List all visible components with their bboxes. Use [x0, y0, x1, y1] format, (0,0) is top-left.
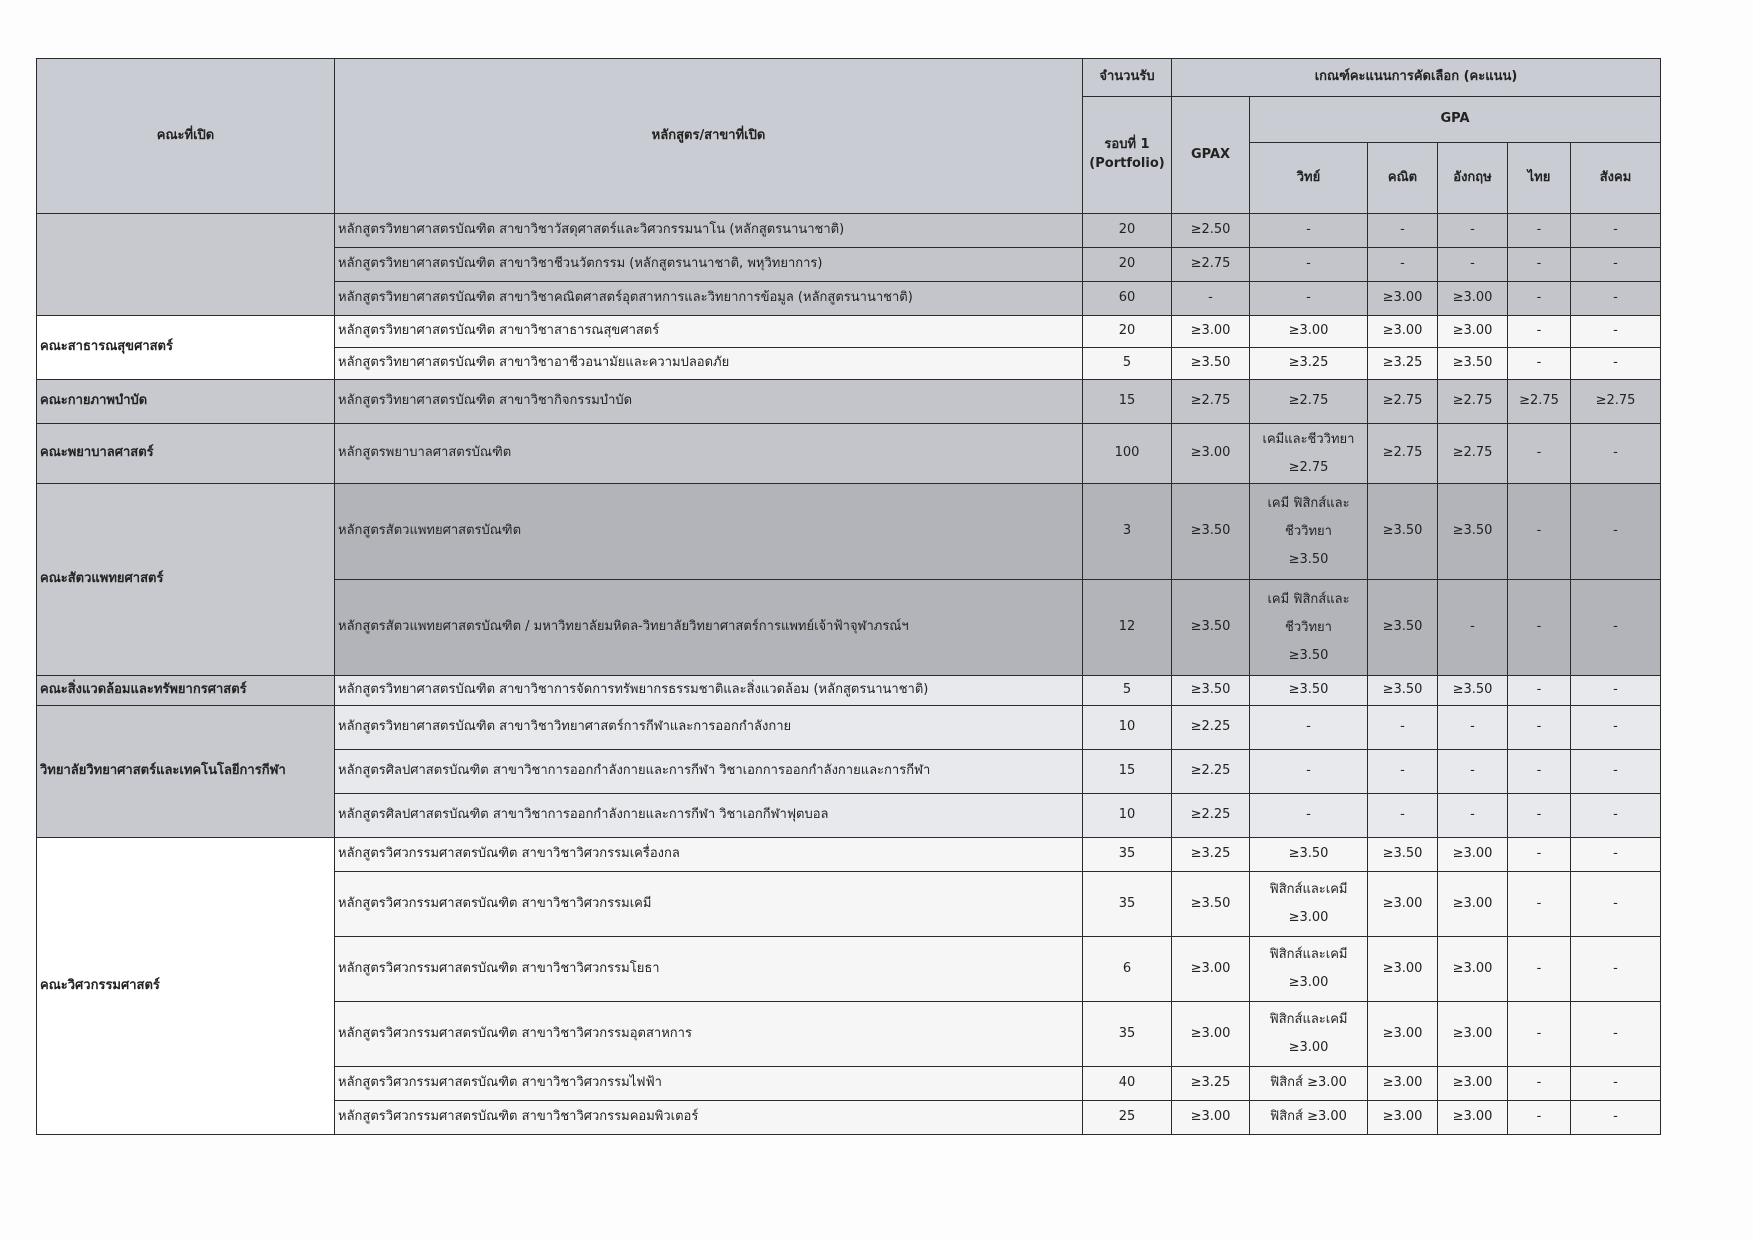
- seats-cell: 25: [1083, 1101, 1172, 1135]
- program-cell: หลักสูตรวิทยาศาสตรบัณฑิต สาขาวิชาสาธารณสุขศาสตร์: [335, 316, 1083, 348]
- sci-cell: -: [1250, 248, 1368, 282]
- eng-cell: ≥3.50: [1438, 348, 1508, 380]
- program-cell: หลักสูตรวิศวกรรมศาสตรบัณฑิต สาขาวิชาวิศวกรรมเครื่องกล: [335, 838, 1083, 872]
- sci-cell: -: [1250, 282, 1368, 316]
- thai-cell: -: [1508, 484, 1571, 580]
- sci-cell: ≥3.25: [1250, 348, 1368, 380]
- gpax-cell: ≥3.00: [1172, 1101, 1250, 1135]
- social-cell: -: [1571, 937, 1661, 1002]
- social-cell: -: [1571, 282, 1661, 316]
- table-row: [37, 838, 1661, 872]
- faculty-cell: คณะสิ่งแวดล้อมและทรัพยากรศาสตร์: [37, 676, 335, 706]
- sci-cell: [1250, 872, 1368, 937]
- sci-cell: -: [1250, 706, 1368, 750]
- program-cell: หลักสูตรวิทยาศาสตรบัณฑิต สาขาวิชากิจกรรมบำบัด: [335, 380, 1083, 424]
- table-row: [37, 380, 1661, 424]
- gpax-cell: ≥3.50: [1172, 676, 1250, 706]
- eng-cell: ≥2.75: [1438, 424, 1508, 484]
- seats-cell: 5: [1083, 676, 1172, 706]
- seats-cell: 15: [1083, 380, 1172, 424]
- sci-line: เคมี ฟิสิกส์และ: [1267, 591, 1350, 607]
- social-cell: -: [1571, 1101, 1661, 1135]
- thai-cell: -: [1508, 214, 1571, 248]
- eng-cell: ≥3.00: [1438, 838, 1508, 872]
- social-cell: -: [1571, 872, 1661, 937]
- program-cell: หลักสูตรวิศวกรรมศาสตรบัณฑิต สาขาวิชาวิศวกรรมคอมพิวเตอร์: [335, 1101, 1083, 1135]
- sci-cell: -: [1250, 214, 1368, 248]
- header-subject-math: คณิต: [1368, 143, 1438, 214]
- program-cell: หลักสูตรสัตวแพทยศาสตรบัณฑิต / มหาวิทยาลัยมหิดล-วิทยาลัยวิทยาศาสตร์การแพทย์เจ้าฟ้าจุฬาภรณ์ฯ: [335, 580, 1083, 676]
- thai-cell: -: [1508, 1067, 1571, 1101]
- seats-cell: 15: [1083, 750, 1172, 794]
- sci-line: ≥3.00: [1288, 975, 1329, 990]
- header-subject-sci: วิทย์: [1250, 143, 1368, 214]
- math-cell: ≥3.00: [1368, 1067, 1438, 1101]
- gpax-cell: ≥3.50: [1172, 580, 1250, 676]
- eng-cell: -: [1438, 750, 1508, 794]
- math-cell: ≥3.00: [1368, 872, 1438, 937]
- social-cell: -: [1571, 1067, 1661, 1101]
- seats-cell: 20: [1083, 248, 1172, 282]
- thai-cell: -: [1508, 580, 1571, 676]
- seats-cell: 20: [1083, 316, 1172, 348]
- eng-cell: -: [1438, 794, 1508, 838]
- sci-cell: [1250, 580, 1368, 676]
- eng-cell: ≥3.00: [1438, 1002, 1508, 1067]
- sci-line: ชีววิทยา: [1285, 523, 1332, 539]
- seats-cell: 10: [1083, 706, 1172, 750]
- math-cell: -: [1368, 750, 1438, 794]
- thai-cell: -: [1508, 248, 1571, 282]
- sci-cell: ≥3.00: [1250, 316, 1368, 348]
- thai-cell: -: [1508, 750, 1571, 794]
- document-page: [36, 58, 1660, 1135]
- program-cell: หลักสูตรวิทยาศาสตรบัณฑิต สาขาวิชาคณิตศาสตร์อุตสาหการและวิทยาการข้อมูล (หลักสูตรนานาชาติ): [335, 282, 1083, 316]
- gpax-cell: ≥2.25: [1172, 750, 1250, 794]
- social-cell: -: [1571, 248, 1661, 282]
- math-cell: -: [1368, 706, 1438, 750]
- gpax-cell: ≥3.50: [1172, 348, 1250, 380]
- sci-cell: -: [1250, 750, 1368, 794]
- sci-cell: -: [1250, 794, 1368, 838]
- program-cell: หลักสูตรวิศวกรรมศาสตรบัณฑิต สาขาวิชาวิศวกรรมอุตสาหการ: [335, 1002, 1083, 1067]
- social-cell: -: [1571, 348, 1661, 380]
- faculty-cell: [37, 214, 335, 316]
- thai-cell: -: [1508, 937, 1571, 1002]
- seats-cell: 35: [1083, 1002, 1172, 1067]
- table-row: [37, 484, 1661, 580]
- seats-cell: 60: [1083, 282, 1172, 316]
- program-cell: หลักสูตรพยาบาลศาสตรบัณฑิต: [335, 424, 1083, 484]
- program-cell: หลักสูตรวิทยาศาสตรบัณฑิต สาขาวิชาชีวนวัตกรรม (หลักสูตรนานาชาติ, พหุวิทยาการ): [335, 248, 1083, 282]
- math-cell: ≥3.50: [1368, 580, 1438, 676]
- eng-cell: ≥3.00: [1438, 1101, 1508, 1135]
- social-cell: -: [1571, 316, 1661, 348]
- eng-cell: ≥3.00: [1438, 282, 1508, 316]
- program-cell: หลักสูตรวิศวกรรมศาสตรบัณฑิต สาขาวิชาวิศวกรรมโยธา: [335, 937, 1083, 1002]
- sci-line: ฟิสิกส์และเคมี: [1269, 882, 1348, 897]
- sci-cell: [1250, 484, 1368, 580]
- sci-line: ฟิสิกส์และเคมี: [1269, 947, 1348, 962]
- program-cell: หลักสูตรสัตวแพทยศาสตรบัณฑิต: [335, 484, 1083, 580]
- math-cell: ≥3.25: [1368, 348, 1438, 380]
- seats-cell: 10: [1083, 794, 1172, 838]
- program-cell: หลักสูตรศิลปศาสตรบัณฑิต สาขาวิชาการออกกำลังกายและการกีฬา วิชาเอกกีฬาฟุตบอล: [335, 794, 1083, 838]
- sci-line: ชีววิทยา: [1285, 619, 1332, 635]
- table-row: [37, 706, 1661, 750]
- thai-cell: -: [1508, 676, 1571, 706]
- table-body: [37, 214, 1661, 1135]
- social-cell: -: [1571, 706, 1661, 750]
- eng-cell: ≥3.50: [1438, 676, 1508, 706]
- math-cell: ≥2.75: [1368, 380, 1438, 424]
- sci-line: เคมีและชีววิทยา: [1262, 431, 1355, 447]
- faculty-cell: คณะสัตวแพทยศาสตร์: [37, 484, 335, 676]
- eng-cell: -: [1438, 706, 1508, 750]
- thai-cell: -: [1508, 348, 1571, 380]
- sci-line: ≥2.75: [1288, 459, 1329, 475]
- header-subject-thai: ไทย: [1508, 143, 1571, 214]
- eng-cell: -: [1438, 248, 1508, 282]
- thai-cell: -: [1508, 838, 1571, 872]
- header-subject-social: สังคม: [1571, 143, 1661, 214]
- faculty-cell: คณะสาธารณสุขศาสตร์: [37, 316, 335, 380]
- program-cell: หลักสูตรวิศวกรรมศาสตรบัณฑิต สาขาวิชาวิศวกรรมไฟฟ้า: [335, 1067, 1083, 1101]
- math-cell: ≥2.75: [1368, 424, 1438, 484]
- math-cell: ≥3.50: [1368, 838, 1438, 872]
- gpax-cell: ≥2.75: [1172, 380, 1250, 424]
- thai-cell: -: [1508, 424, 1571, 484]
- seats-cell: 3: [1083, 484, 1172, 580]
- math-cell: ≥3.00: [1368, 316, 1438, 348]
- thai-cell: ≥2.75: [1508, 380, 1571, 424]
- eng-cell: ≥3.00: [1438, 872, 1508, 937]
- eng-cell: ≥3.00: [1438, 937, 1508, 1002]
- social-cell: -: [1571, 838, 1661, 872]
- thai-cell: -: [1508, 282, 1571, 316]
- table-row: [37, 676, 1661, 706]
- gpax-cell: ≥3.00: [1172, 316, 1250, 348]
- gpax-cell: ≥2.25: [1172, 794, 1250, 838]
- gpax-cell: ≥3.00: [1172, 937, 1250, 1002]
- faculty-cell: คณะพยาบาลศาสตร์: [37, 424, 335, 484]
- math-cell: ≥3.00: [1368, 1101, 1438, 1135]
- program-cell: หลักสูตรวิศวกรรมศาสตรบัณฑิต สาขาวิชาวิศวกรรมเคมี: [335, 872, 1083, 937]
- admission-criteria-table: [36, 58, 1661, 1135]
- faculty-cell: คณะกายภาพบำบัด: [37, 380, 335, 424]
- header-gpa: GPA: [1250, 97, 1661, 143]
- faculty-cell: วิทยาลัยวิทยาศาสตร์และเทคโนโลยีการกีฬา: [37, 706, 335, 838]
- seats-cell: 5: [1083, 348, 1172, 380]
- eng-cell: ≥3.00: [1438, 316, 1508, 348]
- header-round-sub: (Portfolio): [1089, 156, 1165, 171]
- gpax-cell: ≥2.50: [1172, 214, 1250, 248]
- eng-cell: ≥3.50: [1438, 484, 1508, 580]
- sci-line: เคมี ฟิสิกส์และ: [1267, 495, 1350, 511]
- seats-cell: 100: [1083, 424, 1172, 484]
- gpax-cell: ≥2.25: [1172, 706, 1250, 750]
- thai-cell: -: [1508, 1002, 1571, 1067]
- table-row: [37, 424, 1661, 484]
- sci-line: ≥3.50: [1288, 551, 1329, 567]
- seats-cell: 35: [1083, 872, 1172, 937]
- sci-cell: ≥3.50: [1250, 838, 1368, 872]
- gpax-cell: ≥3.50: [1172, 484, 1250, 580]
- header-round-label: รอบที่ 1: [1104, 137, 1150, 153]
- sci-cell: ฟิสิกส์ ≥3.00: [1250, 1101, 1368, 1135]
- math-cell: -: [1368, 794, 1438, 838]
- program-cell: หลักสูตรวิทยาศาสตรบัณฑิต สาขาวิชาการจัดการทรัพยากรธรรมชาติและสิ่งแวดล้อม (หลักสูตรนานาชาติ): [335, 676, 1083, 706]
- seats-cell: 35: [1083, 838, 1172, 872]
- math-cell: ≥3.00: [1368, 282, 1438, 316]
- eng-cell: -: [1438, 580, 1508, 676]
- gpax-cell: ≥3.25: [1172, 838, 1250, 872]
- sci-cell: ≥3.50: [1250, 676, 1368, 706]
- math-cell: ≥3.50: [1368, 676, 1438, 706]
- thai-cell: -: [1508, 872, 1571, 937]
- gpax-cell: ≥3.50: [1172, 872, 1250, 937]
- eng-cell: -: [1438, 214, 1508, 248]
- gpax-cell: -: [1172, 282, 1250, 316]
- gpax-cell: ≥3.00: [1172, 1002, 1250, 1067]
- sci-cell: [1250, 937, 1368, 1002]
- seats-cell: 20: [1083, 214, 1172, 248]
- social-cell: -: [1571, 484, 1661, 580]
- sci-line: ≥3.00: [1288, 910, 1329, 925]
- header-faculty: คณะที่เปิด: [37, 59, 335, 214]
- table-row: [37, 316, 1661, 348]
- faculty-cell: คณะวิศวกรรมศาสตร์: [37, 838, 335, 1135]
- math-cell: -: [1368, 214, 1438, 248]
- gpax-cell: ≥3.00: [1172, 424, 1250, 484]
- seats-cell: 12: [1083, 580, 1172, 676]
- sci-line: ≥3.00: [1288, 1040, 1329, 1055]
- math-cell: ≥3.50: [1368, 484, 1438, 580]
- header-program: หลักสูตร/สาขาที่เปิด: [335, 59, 1083, 214]
- social-cell: -: [1571, 750, 1661, 794]
- sci-line: ≥3.50: [1288, 647, 1329, 663]
- header-gpax: GPAX: [1172, 97, 1250, 214]
- sci-cell: [1250, 1002, 1368, 1067]
- thai-cell: -: [1508, 794, 1571, 838]
- sci-line: ฟิสิกส์และเคมี: [1269, 1012, 1348, 1027]
- eng-cell: ≥3.00: [1438, 1067, 1508, 1101]
- sci-cell: ฟิสิกส์ ≥3.00: [1250, 1067, 1368, 1101]
- thai-cell: -: [1508, 706, 1571, 750]
- social-cell: -: [1571, 214, 1661, 248]
- seats-cell: 6: [1083, 937, 1172, 1002]
- sci-cell: ≥2.75: [1250, 380, 1368, 424]
- program-cell: หลักสูตรวิทยาศาสตรบัณฑิต สาขาวิชาวัสดุศาสตร์และวิศวกรรมนาโน (หลักสูตรนานาชาติ): [335, 214, 1083, 248]
- gpax-cell: ≥2.75: [1172, 248, 1250, 282]
- program-cell: หลักสูตรวิทยาศาสตรบัณฑิต สาขาวิชาวิทยาศาสตร์การกีฬาและการออกกำลังกาย: [335, 706, 1083, 750]
- social-cell: -: [1571, 794, 1661, 838]
- table-row: [37, 214, 1661, 248]
- social-cell: -: [1571, 580, 1661, 676]
- math-cell: ≥3.00: [1368, 1002, 1438, 1067]
- math-cell: ≥3.00: [1368, 937, 1438, 1002]
- header-seats: จำนวนรับ: [1083, 59, 1172, 97]
- social-cell: ≥2.75: [1571, 380, 1661, 424]
- math-cell: -: [1368, 248, 1438, 282]
- social-cell: -: [1571, 676, 1661, 706]
- gpax-cell: ≥3.25: [1172, 1067, 1250, 1101]
- seats-cell: 40: [1083, 1067, 1172, 1101]
- header-subject-eng: อังกฤษ: [1438, 143, 1508, 214]
- program-cell: หลักสูตรวิทยาศาสตรบัณฑิต สาขาวิชาอาชีวอนามัยและความปลอดภัย: [335, 348, 1083, 380]
- header-round: [1083, 97, 1172, 214]
- program-cell: หลักสูตรศิลปศาสตรบัณฑิต สาขาวิชาการออกกำลังกายและการกีฬา วิชาเอกการออกกำลังกายและการกีฬา: [335, 750, 1083, 794]
- social-cell: -: [1571, 1002, 1661, 1067]
- social-cell: -: [1571, 424, 1661, 484]
- header-criteria: เกณฑ์คะแนนการคัดเลือก (คะแนน): [1172, 59, 1661, 97]
- eng-cell: ≥2.75: [1438, 380, 1508, 424]
- sci-cell: [1250, 424, 1368, 484]
- thai-cell: -: [1508, 1101, 1571, 1135]
- thai-cell: -: [1508, 316, 1571, 348]
